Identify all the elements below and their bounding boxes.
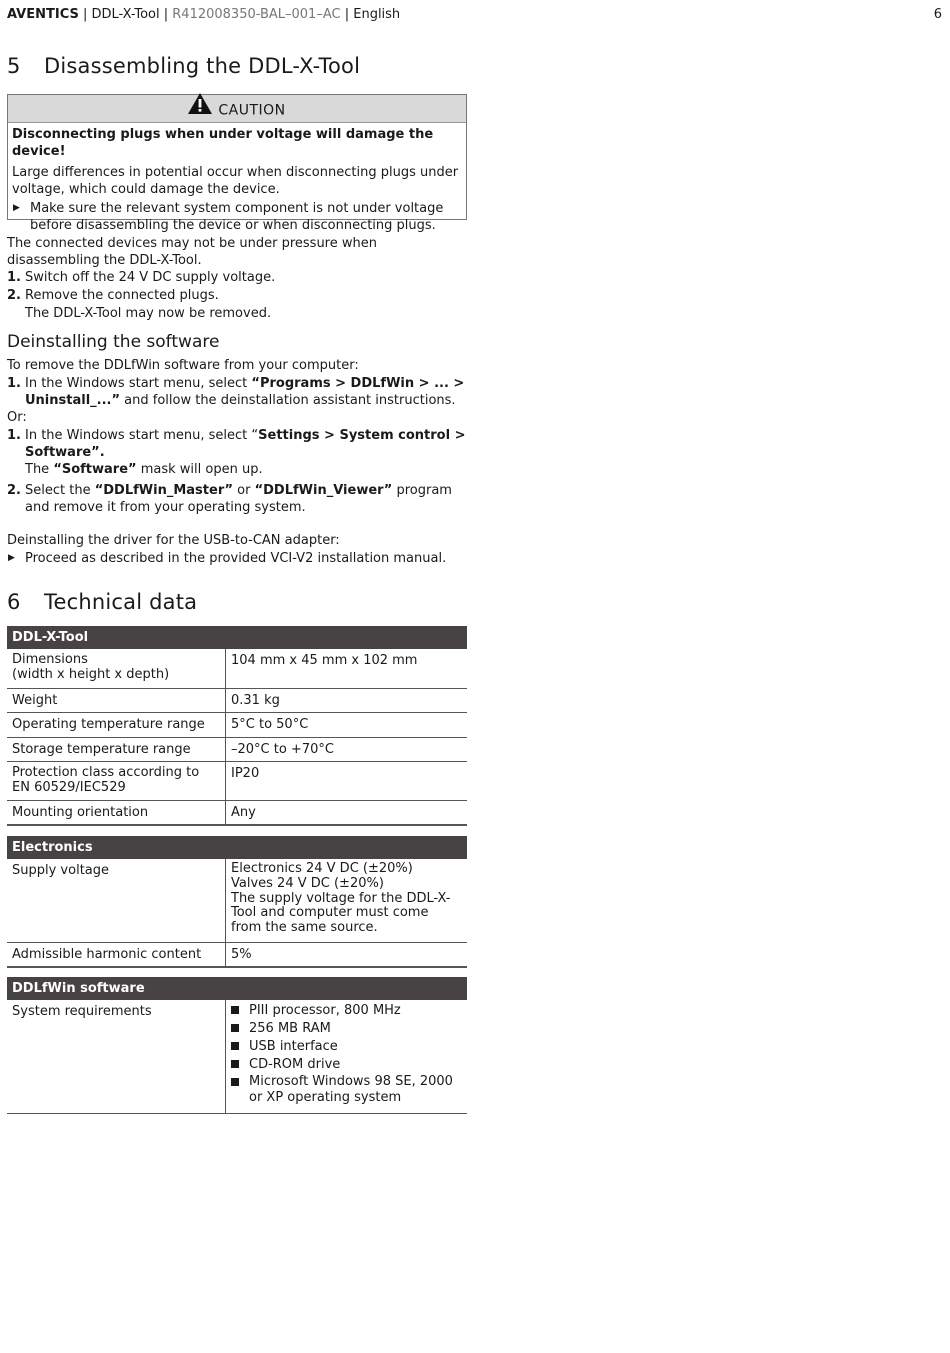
table-row: [7, 943, 467, 968]
square-bullet-icon: [231, 1042, 239, 1050]
square-bullet-icon: [231, 1078, 239, 1086]
list-item: PIII processor, 800 MHz: [231, 1002, 462, 1020]
section-number: 6: [7, 590, 21, 614]
table-cell-value: [226, 1000, 467, 1113]
table-header: DDLfWin software: [7, 977, 467, 1000]
electronics-table: [7, 836, 467, 968]
table-cell-label: Protection class according to EN 60529/IEC529: [7, 762, 226, 800]
list-item: [7, 550, 467, 567]
table-cell-label: Admissible harmonic content: [7, 943, 226, 966]
table-cell-label: Supply voltage: [7, 859, 226, 942]
table-cell-value: IP20: [231, 766, 260, 781]
result-line: The DDL-X-Tool may now be removed.: [25, 306, 272, 321]
list-item: CD-ROM drive: [231, 1056, 462, 1074]
brand-name: AVENTICS: [7, 7, 79, 22]
table-row: [7, 1000, 467, 1114]
list-item: [7, 375, 467, 409]
warning-icon: [188, 93, 212, 124]
list-item: Microsoft Windows 98 SE, 2000 or XP operating system: [231, 1074, 462, 1106]
document-id: R412008350-BAL–001–AC: [172, 7, 341, 22]
square-bullet-icon: [231, 1024, 239, 1032]
table-cell-label: Dimensions (width x height x depth): [7, 649, 226, 688]
header-separator: |: [159, 7, 173, 22]
disassembly-intro: The connected devices may not be under pressure when disassembling the DDL-X-Tool.: [7, 236, 377, 268]
ddl-x-tool-table: [7, 626, 467, 826]
table-row: [7, 689, 467, 713]
arrow-bullet-icon: ▶: [13, 203, 20, 213]
deinstall-intro: To remove the DDLfWin software from your computer:: [7, 358, 359, 373]
page-header: [7, 6, 942, 24]
section-6-heading: [7, 589, 197, 615]
page-number: 6: [933, 7, 942, 22]
list-item: [7, 269, 467, 286]
section-5-heading: [7, 53, 360, 79]
table-cell-value: 5%: [231, 947, 252, 962]
caution-text: Large differences in potential occur when disconnecting plugs under voltage, which could damage the device.: [12, 165, 459, 197]
ddlfwin-software-table: [7, 977, 467, 1114]
step-number: 1.: [7, 270, 21, 285]
step-number: 2.: [7, 483, 21, 498]
list-item: USB interface: [231, 1038, 462, 1056]
arrow-bullet-icon: ▶: [8, 553, 15, 563]
step-text: Proceed as described in the provided VCI-V2 installation manual.: [25, 551, 447, 566]
step-text: Switch off the 24 V DC supply voltage.: [25, 270, 276, 285]
header-separator: |: [78, 7, 92, 22]
step-text: In the Windows start menu, select “Programs > DDLfWin > ... > Uninstall_...” and follow the deinstallation assistant instructions.: [25, 376, 465, 408]
table-cell-label: Operating temperature range: [7, 713, 226, 737]
step-text: Select the “DDLfWin_Master” or “DDLfWin_Viewer” program and remove it from your operating system.: [25, 483, 452, 515]
result-text: [7, 461, 467, 478]
table-row: [7, 713, 467, 738]
caution-bar: [8, 95, 466, 123]
caution-box: [7, 94, 467, 233]
list-item: [7, 287, 467, 304]
section-number: 5: [7, 54, 21, 78]
table-cell-label: Weight: [7, 689, 226, 712]
or-text: Or:: [7, 410, 27, 425]
square-bullet-icon: [231, 1006, 239, 1014]
caution-label: CAUTION: [218, 102, 286, 119]
table-cell-value: –20°C to +70°C: [231, 742, 334, 757]
table-cell-value: Electronics 24 V DC (±20%) Valves 24 V DC (±20%) The supply voltage for the DDL-X-Tool and computer must come from the same source.: [231, 861, 451, 936]
table-row: [7, 762, 467, 801]
table-cell-value: 5°C to 50°C: [231, 717, 309, 732]
step-number: 1.: [7, 428, 21, 443]
caution-headline: Disconnecting plugs when under voltage will damage the device!: [12, 127, 434, 159]
result-text: [7, 305, 467, 322]
step-text: Remove the connected plugs.: [25, 288, 219, 303]
deinstall-heading: Deinstalling the software: [7, 332, 220, 352]
step-number: 2.: [7, 288, 21, 303]
table-cell-label: Mounting orientation: [7, 801, 226, 824]
table-header: DDL-X-Tool: [7, 626, 467, 649]
table-row: [7, 649, 467, 689]
step-text: In the Windows start menu, select “Settings > System control > Software”.: [25, 428, 466, 460]
driver-intro: Deinstalling the driver for the USB-to-CAN adapter:: [7, 533, 340, 548]
square-bullet-icon: [231, 1060, 239, 1068]
result-line: The “Software” mask will open up.: [25, 462, 263, 477]
header-separator: |: [340, 7, 354, 22]
table-cell-label: System requirements: [7, 1000, 226, 1113]
list-item: [7, 427, 467, 461]
section-title: Technical data: [44, 590, 198, 614]
table-cell-label: Storage temperature range: [7, 738, 226, 761]
table-cell-value: 104 mm x 45 mm x 102 mm: [231, 653, 418, 668]
table-cell-value: Any: [231, 805, 256, 820]
caution-instruction-text: Make sure the relevant system component is not under voltage before disassembling the device or when disconnecting plugs.: [30, 201, 444, 233]
table-header: Electronics: [7, 836, 467, 859]
table-row: [7, 801, 467, 826]
step-number: 1.: [7, 376, 21, 391]
table-row: [7, 738, 467, 762]
product-name: DDL-X-Tool: [91, 7, 160, 22]
table-row: [7, 859, 467, 943]
language: English: [353, 7, 401, 22]
list-item: 256 MB RAM: [231, 1020, 462, 1038]
caution-instruction: [12, 200, 462, 234]
list-item: [7, 482, 467, 516]
table-cell-value: 0.31 kg: [231, 693, 280, 708]
section-title: Disassembling the DDL-X-Tool: [44, 54, 361, 78]
